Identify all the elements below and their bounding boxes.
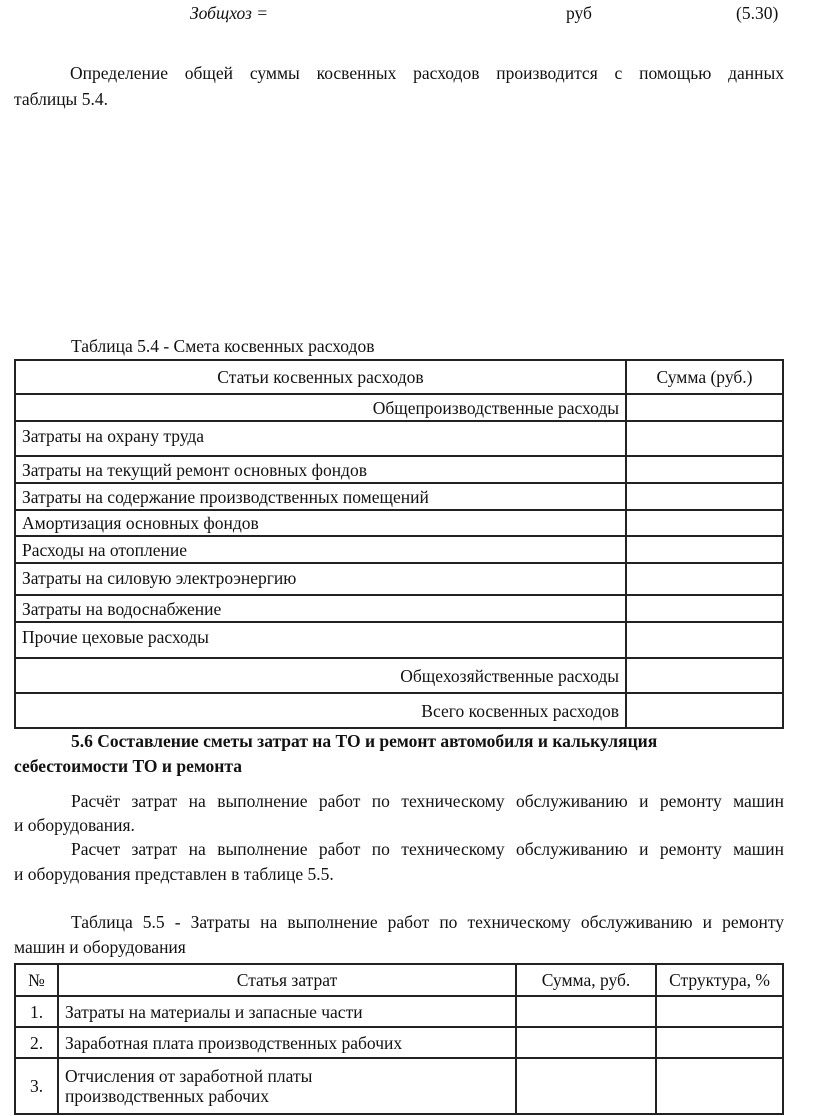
table54-sum-cell: [626, 394, 783, 421]
table54-row: Общепроизводственные расходы: [15, 394, 626, 421]
table-5-5: [14, 963, 784, 1115]
table54-sum-cell: [626, 421, 783, 456]
table55-header-item: Статья затрат: [58, 964, 516, 996]
table55-header-sum: Сумма, руб.: [516, 964, 656, 996]
table54-sum-cell: [626, 456, 783, 483]
section-heading-line2: себестоимости ТО и ремонта: [14, 756, 242, 776]
table55-structure-cell: [656, 996, 783, 1027]
formula-unit: руб: [566, 3, 592, 23]
table55-row-number: 3.: [15, 1058, 58, 1114]
para1-line2: таблицы 5.4.: [14, 89, 108, 109]
table55-row-item: Затраты на материалы и запасные части: [58, 996, 516, 1027]
table54-row: Расходы на отопление: [15, 536, 626, 563]
table54-caption: Таблица 5.4 - Смета косвенных расходов: [71, 336, 375, 356]
formula-lhs: Зобщхоз =: [190, 3, 269, 23]
table55-sum-cell: [516, 1058, 656, 1114]
para3-line2: и оборудования представлен в таблице 5.5.: [14, 864, 334, 884]
table54-row: Амортизация основных фондов: [15, 510, 626, 536]
section-heading-line1: 5.6 Составление сметы затрат на ТО и ремонт автомобиля и калькуляция: [71, 731, 658, 751]
table54-row: Затраты на содержание производственных помещений: [15, 483, 626, 510]
table54-row: Затраты на охрану труда: [15, 421, 626, 456]
table54-sum-cell: [626, 510, 783, 536]
para2-line2: и оборудования.: [14, 815, 135, 835]
table54-row: Затраты на силовую электроэнергию: [15, 563, 626, 595]
table54-row: Затраты на текущий ремонт основных фондов: [15, 456, 626, 483]
table54-row: Всего косвенных расходов: [15, 693, 626, 728]
table54-sum-cell: [626, 563, 783, 595]
para1-line1: Определение общей суммы косвенных расходов производится с помощью данных: [70, 63, 784, 83]
table54-row: Общехозяйственные расходы: [15, 658, 626, 693]
table55-row-item: Заработная плата производственных рабочих: [58, 1027, 516, 1058]
table54-sum-cell: [626, 693, 783, 728]
table54-header-sum: Сумма (руб.): [626, 360, 783, 394]
table55-row-number: 1.: [15, 996, 58, 1027]
table55-row-item: Отчисления от заработной платы производственных рабочих: [58, 1058, 516, 1114]
table55-structure-cell: [656, 1058, 783, 1114]
table54-header-items: Статьи косвенных расходов: [15, 360, 626, 394]
table54-sum-cell: [626, 595, 783, 622]
table54-sum-cell: [626, 658, 783, 693]
table55-structure-cell: [656, 1027, 783, 1058]
para2-line1: Расчёт затрат на выполнение работ по техническому обслуживанию и ремонту машин: [71, 791, 784, 811]
formula-number: (5.30): [736, 3, 779, 23]
table-5-4: [14, 359, 784, 729]
para3-line1: Расчет затрат на выполнение работ по техническому обслуживанию и ремонту машин: [71, 839, 784, 859]
table54-sum-cell: [626, 483, 783, 510]
table55-row-number: 2.: [15, 1027, 58, 1058]
table55-sum-cell: [516, 1027, 656, 1058]
table54-sum-cell: [626, 536, 783, 563]
table54-row: Затраты на водоснабжение: [15, 595, 626, 622]
table55-sum-cell: [516, 996, 656, 1027]
table54-row: Прочие цеховые расходы: [15, 622, 626, 658]
table55-header-number: №: [15, 964, 58, 996]
table55-caption-line1: Таблица 5.5 - Затраты на выполнение работ по техническому обслуживанию и ремонту: [71, 912, 784, 932]
table54-sum-cell: [626, 622, 783, 658]
table55-caption-line2: машин и оборудования: [14, 937, 186, 957]
table55-header-structure: Структура, %: [656, 964, 783, 996]
